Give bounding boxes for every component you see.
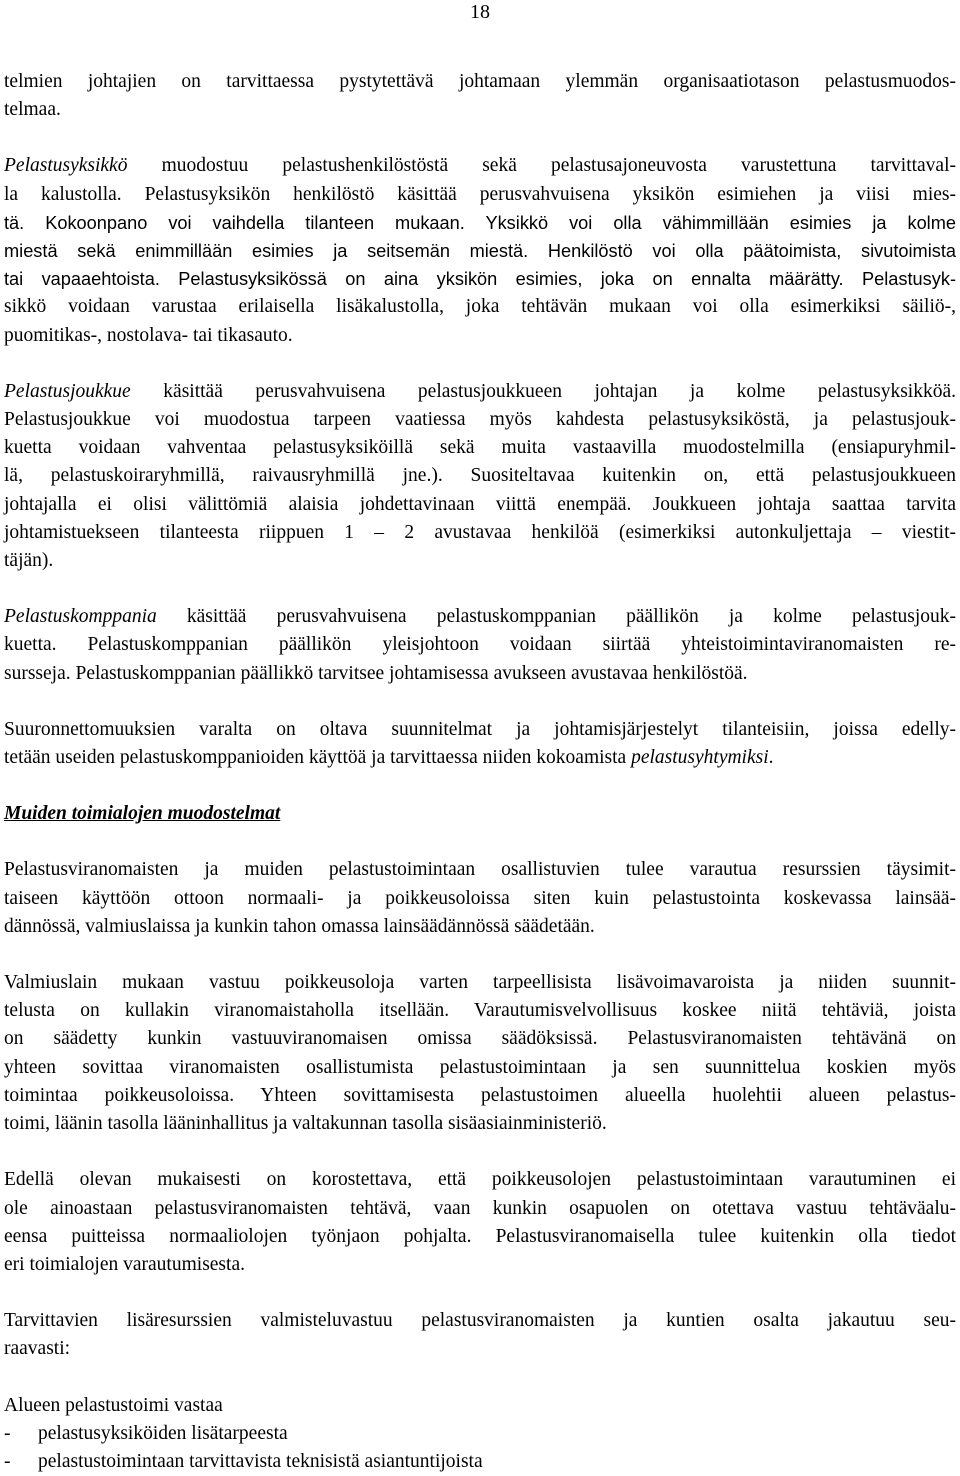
text-line: tai vapaaehtoista. Pelastusyksikössä on aina yksikön esimies, joka on ennalta määrätty. Pelastusyk-: [4, 269, 956, 290]
dash-bullet: -: [4, 1450, 11, 1472]
section-heading: Muiden toimialojen muodostelmat: [4, 803, 281, 825]
paragraph-pelastusjoukkue: [4, 378, 956, 575]
paragraph-pelastusyksikko: [4, 152, 956, 349]
paragraph-7: [4, 969, 956, 1138]
text-line: la kalustolla. Pelastusyksikön henkilöstö käsittää perusvahvuisena yksikön esimiehen ja viisi mies-: [4, 183, 956, 205]
text-line: Pelastusjoukkue voi muodostua tarpeen vaatiessa myös kahdesta pelastusyksiköstä, ja pelastusjouk-: [4, 409, 956, 431]
list-item: [4, 1448, 956, 1476]
text-span: muodostuu pelastushenkilöstöstä sekä pelastusajoneuvosta varustettuna tarvittaval-: [127, 155, 956, 177]
text-line: toimintaa poikkeusoloissa. Yhteen sovittamisesta pelastustoimen alueella huolehtii alueen pelastus-: [4, 1084, 956, 1106]
text-span: .: [768, 747, 774, 769]
text-line: dännössä, valmiuslaissa ja kunkin tahon omassa lainsäädännössä säädetään.: [4, 915, 595, 937]
text-line: kuetta. Pelastuskomppanian päällikön yleisjohtoon voidaan siirtää yhteistoimintaviranomaisten re-: [4, 634, 956, 656]
text-line: johtajalla ei olisi välittömiä alaisia johdettavinaan viittä enempää. Joukkueen johtaja saattaa tarvita: [4, 493, 956, 515]
document-body: [4, 68, 956, 1476]
text-line: Suuronnettomuuksien varalta on oltava suunnitelmat ja johtamisjärjestelyt tilanteisiin, joissa edelly-: [4, 718, 956, 740]
responsibility-list: [4, 1392, 956, 1476]
text-line: täjän).: [4, 550, 54, 572]
text-line: Tarvittavien lisäresurssien valmisteluvastuu pelastusviranomaisten ja kuntien osalta jakautuu seu-: [4, 1310, 956, 1332]
text-span: käsittää perusvahvuisena pelastusjoukkueen johtajan ja kolme pelastusyksikköä.: [130, 380, 956, 402]
text-line: telmien johtajien on tarvittaessa pystytettävä johtamaan ylemmän organisaatiotason pelastusmuodos-: [4, 71, 956, 92]
paragraph-1: [4, 68, 956, 124]
text-line: on säädetty kunkin vastuuviranomaisen omissa säädöksissä. Pelastusviranomaisten tehtävänä on: [4, 1028, 956, 1050]
paragraph-9: [4, 1307, 956, 1363]
text-line: taiseen käyttöön ottoon normaali- ja poikkeusoloissa siten kuin pelastustointa koskevassa lainsää-: [4, 887, 956, 909]
text-line: yhteen sovittaa viranomaisten osallistumista pelastustoimintaan ja sen suunnittelua koskien myös: [4, 1056, 956, 1078]
text-span: tetään useiden pelastuskomppanioiden käyttöä ja tarvittaessa niiden kokoamista: [4, 747, 632, 769]
list-item: [4, 1420, 956, 1448]
term-pelastusyhtymiksi: pelastusyhtymiksi: [631, 747, 769, 769]
text-line: Edellä olevan mukaisesti on korostettava, että poikkeusolojen pelastustoimintaan varautuminen ei: [4, 1169, 956, 1191]
text-line: [4, 744, 956, 772]
paragraph-6: [4, 856, 956, 941]
text-line: Pelastusviranomaisten ja muiden pelastustoimintaan osallistuvien tulee varautua resurssien täysimit-: [4, 859, 956, 881]
text-line: Valmiuslain mukaan vastuu poikkeusoloja varten tarpeellisista lisävoimavaroista ja niiden suunnit-: [4, 972, 956, 994]
text-line: johtamistuekseen tilanteesta riippuen 1 – 2 avustavaa henkilöä (esimerkiksi autonkuljettaja – viestit-: [4, 521, 956, 543]
text-line: [4, 603, 956, 631]
text-line: [4, 152, 956, 180]
term-pelastuskomppania: Pelastuskomppania: [4, 606, 157, 628]
paragraph-pelastuskomppania: [4, 603, 956, 688]
text-line: lä, pelastuskoiraryhmillä, raivausryhmillä jne.). Suositeltavaa kuitenkin on, että pelastusjoukkueen: [4, 465, 956, 487]
text-line: miestä sekä enimmillään esimies ja seitsemän miestä. Henkilöstö voi olla päätoimista, sivutoimista: [4, 241, 956, 262]
dash-bullet: -: [4, 1422, 11, 1444]
paragraph-suuronnettomuudet: [4, 716, 956, 772]
page-number: 18: [470, 1, 490, 23]
list-intro: Alueen pelastustoimi vastaa: [4, 1394, 223, 1416]
list-item-text: pelastusyksiköiden lisätarpeesta: [38, 1422, 288, 1444]
text-line: toimi, läänin tasolla lääninhallitus ja valtakunnan tasolla sisäasiainministeriö.: [4, 1113, 607, 1135]
list-item-text: pelastustoimintaan tarvittavista teknisistä asiantuntijoista: [38, 1450, 483, 1472]
text-line: sikkö voidaan varustaa erilaisella lisäkalustolla, joka tehtävän mukaan voi olla esimerkiksi säiliö-,: [4, 296, 956, 318]
text-line: eri toimialojen varautumisesta.: [4, 1253, 245, 1275]
text-span: käsittää perusvahvuisena pelastuskomppanian päällikön ja kolme pelastusjouk-: [156, 606, 956, 628]
text-line: telusta on kullakin viranomaistaholla itsellään. Varautumisvelvollisuus koskee niitä tehtäviä, joista: [4, 1000, 956, 1022]
text-line: tä. Kokoonpano voi vaihdella tilanteen mukaan. Yksikkö voi olla vähimmillään esimies ja kolme: [4, 212, 956, 233]
term-pelastusjoukkue: Pelastusjoukkue: [4, 380, 131, 402]
text-line: ole ainoastaan pelastusviranomaisten tehtävä, vaan kunkin osapuolen on otettava vastuu tehtäväalu-: [4, 1197, 956, 1219]
paragraph-8: [4, 1166, 956, 1279]
text-line: eensa puitteissa normaaliolojen työnjaon pohjalta. Pelastusviranomaisella tulee kuitenkin olla tiedot: [4, 1225, 956, 1247]
text-line: telmaa.: [4, 99, 61, 121]
text-line: sursseja. Pelastuskomppanian päällikkö tarvitsee johtamisessa avukseen avustavaa henkilöstöä.: [4, 662, 748, 684]
text-line: kuetta voidaan vahventaa pelastusyksiköillä sekä muita vastaavilla muodostelmilla (ensiapuryhmil-: [4, 437, 956, 459]
text-line: raavasti:: [4, 1338, 71, 1360]
term-pelastusyksikko: Pelastusyksikkö: [4, 155, 128, 177]
text-line: [4, 378, 956, 406]
text-line: puomitikas-, nostolava- tai tikasauto.: [4, 324, 293, 346]
